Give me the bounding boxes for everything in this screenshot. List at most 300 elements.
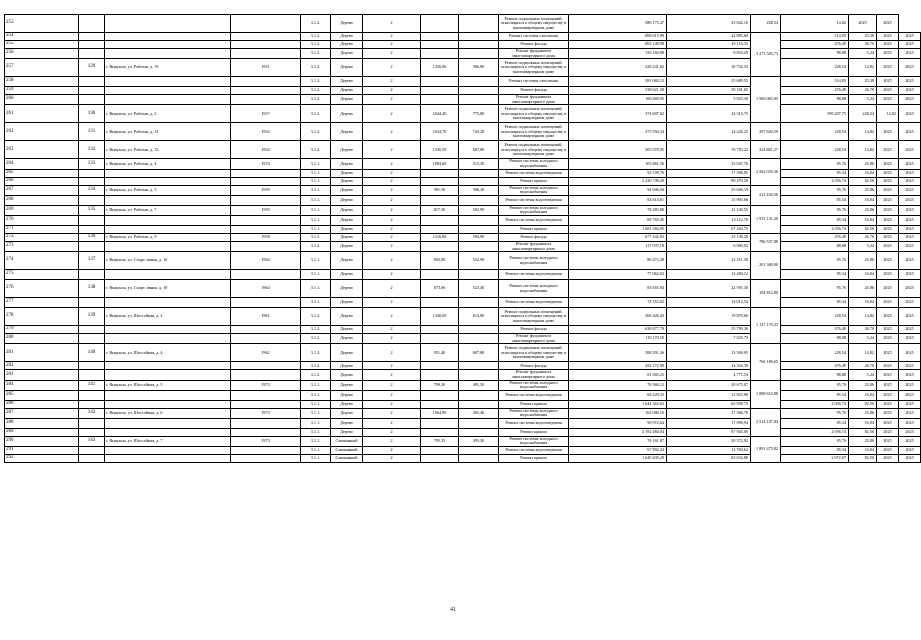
code-cell: 3.1.2. xyxy=(301,123,331,141)
plan-year-start: 2025 xyxy=(877,436,899,446)
house-address: г. Выкуксы, ул. Шоссейная, д. 4 xyxy=(105,344,231,362)
house-index xyxy=(79,225,105,233)
living-area: 607,80 xyxy=(459,141,499,159)
house-index xyxy=(79,455,105,463)
house-address xyxy=(105,215,231,225)
table-row xyxy=(5,280,921,298)
house-index xyxy=(79,177,105,185)
wall-material: Дерево xyxy=(331,205,363,215)
wall-material: Дерево xyxy=(331,370,363,380)
living-area: 743,20 xyxy=(459,123,499,141)
cost-limit: 26,70 xyxy=(849,87,877,95)
cost-limit: 5,24 xyxy=(849,334,877,344)
build-year xyxy=(231,270,301,280)
group-total: 2 562 035,30 xyxy=(751,159,781,185)
cost-rate: 95,76 xyxy=(781,252,849,270)
work-type: Ремонт фундамента многоквартирного дома xyxy=(499,95,569,105)
work-cost: 2 192 484,04 xyxy=(569,428,667,436)
unit-cost: 35 138,20 xyxy=(667,233,751,241)
work-type: Ремонт системы холодного водоснабжения xyxy=(499,185,569,195)
cost-limit: 16,04 xyxy=(849,390,877,400)
floors-count: 2 xyxy=(363,87,421,95)
house-address xyxy=(105,241,231,251)
code-cell: 3.1.2. xyxy=(301,233,331,241)
plan-year-start: 2025 xyxy=(877,270,899,280)
house-index xyxy=(79,298,105,308)
plan-year-start: 2025 xyxy=(877,95,899,105)
wall-material: Дерево xyxy=(331,185,363,195)
living-area xyxy=(459,400,499,408)
house-address xyxy=(105,362,231,370)
work-type: Ремонт подвальных помещений, относящихся к общему имуществу в многоквартирном доме xyxy=(499,59,569,77)
total-area xyxy=(421,15,459,33)
house-address xyxy=(105,177,231,185)
wall-material: Дерево xyxy=(331,380,363,390)
table-row xyxy=(5,428,921,436)
living-area xyxy=(459,241,499,251)
build-year xyxy=(231,428,301,436)
cost-limit: 25,86 xyxy=(849,205,877,215)
house-index xyxy=(79,95,105,105)
house-index xyxy=(79,49,105,59)
plan-year-start: 2025 xyxy=(899,105,921,123)
build-year xyxy=(231,95,301,105)
house-index: 139 xyxy=(79,308,105,326)
work-cost: 119 170,50 xyxy=(569,334,667,344)
build-year: 1951 xyxy=(231,59,301,77)
house-index: 138 xyxy=(79,280,105,298)
house-index: 133 xyxy=(79,159,105,169)
house-index: 131 xyxy=(79,123,105,141)
plan-year-end: 2025 xyxy=(899,344,921,362)
work-cost: 77 062,02 xyxy=(569,270,667,280)
living-area: 493,30 xyxy=(459,436,499,446)
floors-count: 2 xyxy=(363,390,421,400)
floors-count: 2 xyxy=(363,370,421,380)
table-row xyxy=(5,241,921,251)
house-index xyxy=(79,418,105,428)
cost-limit: 25,86 xyxy=(849,408,877,418)
cost-rate: 228,54 xyxy=(781,59,849,77)
work-cost: 306 426,43 xyxy=(569,308,667,326)
table-row xyxy=(5,225,921,233)
table-row xyxy=(5,59,921,77)
floors-count: 2 xyxy=(363,298,421,308)
total-area xyxy=(421,390,459,400)
plan-year-end: 2025 xyxy=(899,380,921,390)
house-address: г. Выкуксы, ул. Рабочая, д. 33 xyxy=(105,141,231,159)
cost-rate: 85,34 xyxy=(781,298,849,308)
plan-year-start: 2025 xyxy=(877,455,899,463)
floors-count: 2 xyxy=(363,241,421,251)
group-total: 397 820,59 xyxy=(751,123,781,141)
work-type: Ремонт системы холодного водоснабжения xyxy=(499,436,569,446)
living-area xyxy=(459,362,499,370)
unit-cost: 19 783,22 xyxy=(667,141,751,159)
house-index xyxy=(79,428,105,436)
total-area xyxy=(421,77,459,87)
table-row xyxy=(5,252,921,270)
code-cell: 3.1.1. xyxy=(301,280,331,298)
cost-rate: 88,88 xyxy=(781,95,849,105)
living-area: 502,90 xyxy=(459,205,499,215)
work-type: Ремонт крыши xyxy=(499,428,569,436)
floors-count: 2 xyxy=(363,408,421,418)
unit-cost: 65 958,75 xyxy=(667,400,751,408)
work-type: Ремонт фундамента многоквартирного дома xyxy=(499,370,569,380)
plan-year-end: 2025 xyxy=(899,400,921,408)
cost-rate: 95,76 xyxy=(781,205,849,215)
house-address xyxy=(105,334,231,344)
cost-rate: 2 056,74 xyxy=(781,428,849,436)
unit-cost: 45 116,33 xyxy=(667,41,751,49)
plan-year-end: 2025 xyxy=(899,185,921,195)
build-year: 1973 xyxy=(231,408,301,418)
unit-cost: 16 752,53 xyxy=(667,59,751,77)
table-row xyxy=(5,390,921,400)
house-index xyxy=(79,400,105,408)
plan-year-end: 2025 xyxy=(899,428,921,436)
floors-count: 2 xyxy=(363,252,421,270)
house-index: 136 xyxy=(79,233,105,241)
floors-count: 2 xyxy=(363,185,421,195)
living-area xyxy=(459,428,499,436)
table-row xyxy=(5,41,921,49)
group-total: 201 369,00 xyxy=(751,252,781,280)
group-total: 786 537,80 xyxy=(751,233,781,251)
work-type: Ремонт фасада xyxy=(499,41,569,49)
plan-year-end: 2025 xyxy=(899,408,921,418)
house-address: г. Выкуксы, ул. Спорт. ивная, д. 18 xyxy=(105,280,231,298)
cost-rate: 2 056,74 xyxy=(781,400,849,408)
house-index xyxy=(79,390,105,400)
table-row xyxy=(5,33,921,41)
cost-limit: 82,50 xyxy=(849,400,877,408)
row-number: 286 xyxy=(5,400,79,408)
floors-count: 2 xyxy=(363,177,421,185)
house-index: 129 xyxy=(79,59,105,77)
work-type: Ремонт системы водоотведения xyxy=(499,390,569,400)
total-area: 795,35 xyxy=(421,436,459,446)
plan-year-end: 2025 xyxy=(899,177,921,185)
table-row xyxy=(5,326,921,334)
cost-rate: 85,34 xyxy=(781,390,849,400)
code-cell: 3.1.2. xyxy=(301,87,331,95)
wall-material: Дерево xyxy=(331,59,363,77)
cost-limit: 14,82 xyxy=(849,59,877,77)
group-total: 3 273 503,73 xyxy=(751,33,781,77)
house-index xyxy=(79,195,105,205)
row-number: 289 xyxy=(5,428,79,436)
build-year xyxy=(231,195,301,205)
cost-rate: 95,76 xyxy=(781,280,849,298)
group-total: 1 931 131,20 xyxy=(751,205,781,233)
unit-cost: 25 640,19 xyxy=(667,185,751,195)
plan-year-end: 2025 xyxy=(899,241,921,251)
floors-count: 2 xyxy=(363,334,421,344)
house-address: г. Выкуксы, ул. Рабочая, д. 7 xyxy=(105,205,231,215)
plan-year-start: 2025 xyxy=(877,233,899,241)
plan-year-end: 2025 xyxy=(899,280,921,298)
house-address: г. Выкуксы, ул. Шоссейная, д. 7 xyxy=(105,436,231,446)
house-address xyxy=(105,270,231,280)
plan-year-start: 2025 xyxy=(877,447,899,455)
row-number: 258 xyxy=(5,77,79,87)
unit-cost: 7 025,79 xyxy=(667,334,751,344)
house-index xyxy=(79,77,105,87)
work-cost: 386 175,47 xyxy=(569,15,667,33)
row-number: 255 xyxy=(5,41,79,49)
table-row xyxy=(5,95,921,105)
floors-count: 2 xyxy=(363,308,421,326)
code-cell: 3.1.1. xyxy=(301,428,331,436)
total-area: 991,50 xyxy=(421,185,459,195)
wall-material: Дерево xyxy=(331,298,363,308)
code-cell: 3.1.2. xyxy=(301,33,331,41)
wall-material: Дерево xyxy=(331,105,363,123)
plan-year-start: 2025 xyxy=(877,298,899,308)
work-type: Ремонт подвальных помещений, относящихся к общему имуществу в многоквартирном доме xyxy=(499,308,569,326)
cost-rate: 95,76 xyxy=(781,436,849,446)
total-area: 1084,60 xyxy=(421,159,459,169)
total-area: 1316,00 xyxy=(421,233,459,241)
code-cell: 3.1.1. xyxy=(301,225,331,233)
code-cell: 3.1.2. xyxy=(301,326,331,334)
work-type: Ремонт крыши xyxy=(499,455,569,463)
floors-count: 2 xyxy=(363,400,421,408)
work-type: Ремонт крыши xyxy=(499,400,569,408)
row-number: 282 xyxy=(5,362,79,370)
living-area: 523,40 xyxy=(459,280,499,298)
wall-material: Дерево xyxy=(331,77,363,87)
house-address xyxy=(105,326,231,334)
plan-year-end: 2025 xyxy=(899,455,921,463)
build-year: 1964 xyxy=(231,280,301,298)
table-row xyxy=(5,334,921,344)
house-index xyxy=(79,87,105,95)
total-area xyxy=(421,326,459,334)
house-address: г. Выкуксы, ул. Рабочая, д. 5 xyxy=(105,185,231,195)
code-cell: 3.1.2. xyxy=(301,141,331,159)
code-cell: 3.1.2. xyxy=(301,15,331,33)
house-index: 135 xyxy=(79,205,105,215)
floors-count: 2 xyxy=(363,326,421,334)
plan-year-end: 2025 xyxy=(899,362,921,370)
living-area: 594,90 xyxy=(459,233,499,241)
row-number: 264 xyxy=(5,159,79,169)
build-year xyxy=(231,400,301,408)
work-cost: 1 644 363,63 xyxy=(569,400,667,408)
plan-year-start: 2025 xyxy=(877,400,899,408)
build-year xyxy=(231,418,301,428)
wall-material: Смешанный xyxy=(331,436,363,446)
code-cell: 3.1.1. xyxy=(301,159,331,169)
unit-cost: 65 632,88 xyxy=(667,455,751,463)
cost-limit: 5,24 xyxy=(849,370,877,380)
row-number: 256 xyxy=(5,49,79,59)
plan-year-end: 2025 xyxy=(877,15,899,33)
row-number: 273 xyxy=(5,241,79,251)
work-cost: 2 230 740,20 xyxy=(569,177,667,185)
work-type: Ремонт системы холодного водоснабжения xyxy=(499,280,569,298)
cost-limit: 25,38 xyxy=(849,77,877,87)
code-cell: 3.1.2. xyxy=(301,308,331,326)
plan-year-start: 2025 xyxy=(877,141,899,159)
build-year: 1957 xyxy=(231,105,301,123)
plan-year-start: 2025 xyxy=(877,123,899,141)
plan-year-start: 2025 xyxy=(877,159,899,169)
work-cost: 117 037,18 xyxy=(569,241,667,251)
plan-year-start: 2025 xyxy=(877,59,899,77)
cost-limit: 16,04 xyxy=(849,270,877,280)
cost-rate: 85,34 xyxy=(781,447,849,455)
work-type: Ремонт подвальных помещений, относящихся к общему имуществу в многоквартирном доме xyxy=(499,105,569,123)
total-area xyxy=(421,33,459,41)
work-cost: 538 621,30 xyxy=(569,87,667,95)
work-cost: 68 229,33 xyxy=(569,390,667,400)
work-cost: 373 594,34 xyxy=(569,123,667,141)
work-cost: 76 161,87 xyxy=(569,436,667,446)
row-number: 271 xyxy=(5,225,79,233)
wall-material: Дерево xyxy=(331,87,363,95)
plan-year-start: 2025 xyxy=(877,408,899,418)
cost-limit: 25,86 xyxy=(849,252,877,270)
group-total: 1 891 475,82 xyxy=(751,436,781,462)
cost-rate: 476,49 xyxy=(781,41,849,49)
table-row xyxy=(5,195,921,205)
plan-year-end: 2025 xyxy=(899,95,921,105)
cost-limit: 25,38 xyxy=(849,33,877,41)
total-area xyxy=(421,87,459,95)
table-row xyxy=(5,408,921,418)
work-type: Ремонт системы водоотведения xyxy=(499,169,569,177)
cost-limit: 16,04 xyxy=(849,447,877,455)
row-number: 283 xyxy=(5,370,79,380)
build-year xyxy=(231,225,301,233)
wall-material: Дерево xyxy=(331,418,363,428)
plan-year-end: 2025 xyxy=(899,334,921,344)
unit-cost: 14 484,12 xyxy=(667,270,751,280)
wall-material: Дерево xyxy=(331,195,363,205)
house-index: 137 xyxy=(79,252,105,270)
total-area xyxy=(421,447,459,455)
wall-material: Смешанный xyxy=(331,455,363,463)
house-address xyxy=(105,428,231,436)
total-area: 1064,90 xyxy=(421,408,459,418)
total-area: 873,60 xyxy=(421,280,459,298)
unit-cost: 17 396,95 xyxy=(667,169,751,177)
work-cost: 78 283,80 xyxy=(569,205,667,215)
work-cost: 92 539,76 xyxy=(569,169,667,177)
row-number: 284 xyxy=(5,380,79,390)
code-cell: 3.1.1. xyxy=(301,185,331,195)
living-area xyxy=(459,455,499,463)
floors-count: 2 xyxy=(363,41,421,49)
capital-repair-table xyxy=(4,14,921,463)
wall-material: Дерево xyxy=(331,252,363,270)
cost-limit: 16,04 xyxy=(849,298,877,308)
living-area xyxy=(459,215,499,225)
row-number: 254 xyxy=(5,33,79,41)
row-number: 270 xyxy=(5,215,79,225)
work-cost: 69 765,45 xyxy=(569,215,667,225)
build-year: 1954 xyxy=(231,123,301,141)
house-address xyxy=(105,370,231,380)
house-index xyxy=(79,33,105,41)
code-cell: 3.1.1. xyxy=(301,390,331,400)
work-type: Ремонт фасада xyxy=(499,87,569,95)
total-area xyxy=(421,225,459,233)
living-area xyxy=(459,225,499,233)
cost-rate: 88,88 xyxy=(781,49,849,59)
living-area: 491,50 xyxy=(459,380,499,390)
plan-year-start: 2025 xyxy=(877,308,899,326)
unit-cost: 25 689,55 xyxy=(667,77,751,87)
total-area xyxy=(421,298,459,308)
wall-material: Дерево xyxy=(331,270,363,280)
cost-rate: 85,34 xyxy=(781,215,849,225)
unit-cost: 19 870,66 xyxy=(667,308,751,326)
cost-limit: 25,86 xyxy=(849,436,877,446)
total-area xyxy=(421,270,459,280)
plan-year-end: 2025 xyxy=(899,205,921,215)
unit-cost: 22 591,30 xyxy=(667,280,751,298)
cost-limit: 26,70 xyxy=(849,362,877,370)
plan-year-end: 2025 xyxy=(899,326,921,334)
plan-year-start: 2025 xyxy=(877,185,899,195)
build-year: 1959 xyxy=(231,185,301,195)
wall-material: Дерево xyxy=(331,362,363,370)
plan-year-end: 2025 xyxy=(899,447,921,455)
living-area xyxy=(459,298,499,308)
living-area xyxy=(459,169,499,177)
work-type: Ремонт подвальных помещений, относящихся к общему имуществу в многоквартирном доме xyxy=(499,123,569,141)
work-cost: 81 003,25 xyxy=(569,370,667,380)
build-year: 1974 xyxy=(231,159,301,169)
plan-year-end: 2025 xyxy=(899,270,921,280)
work-cost: 1 640 435,29 xyxy=(569,455,667,463)
plan-year-end: 2025 xyxy=(899,390,921,400)
living-area: 614,80 xyxy=(459,308,499,326)
row-number: 260 xyxy=(5,95,79,105)
plan-year-end: 2025 xyxy=(899,215,921,225)
floors-count: 2 xyxy=(363,233,421,241)
table-row xyxy=(5,233,921,241)
house-address xyxy=(105,400,231,408)
unit-cost: 14 012,54 xyxy=(667,298,751,308)
table-row xyxy=(5,436,921,446)
code-cell: 3.1.1. xyxy=(301,400,331,408)
living-area: 775,80 xyxy=(459,105,499,123)
total-area xyxy=(421,400,459,408)
total-area: 799,30 xyxy=(421,380,459,390)
house-address xyxy=(105,298,231,308)
house-address xyxy=(105,390,231,400)
work-type: Ремонт системы отопления xyxy=(499,77,569,87)
table-row xyxy=(5,344,921,362)
unit-cost: 15 903,66 xyxy=(667,195,751,205)
plan-year-start: 2025 xyxy=(877,252,899,270)
row-number: 259 xyxy=(5,87,79,95)
unit-cost: 6 900,03 xyxy=(667,241,751,251)
unit-cost: 12 760,62 xyxy=(667,447,751,455)
work-cost: 84 614,61 xyxy=(569,195,667,205)
wall-material: Дерево xyxy=(331,308,363,326)
plan-year-end: 2025 xyxy=(899,77,921,87)
living-area xyxy=(459,390,499,400)
plan-year-end: 2025 xyxy=(899,123,921,141)
total-area xyxy=(421,95,459,105)
